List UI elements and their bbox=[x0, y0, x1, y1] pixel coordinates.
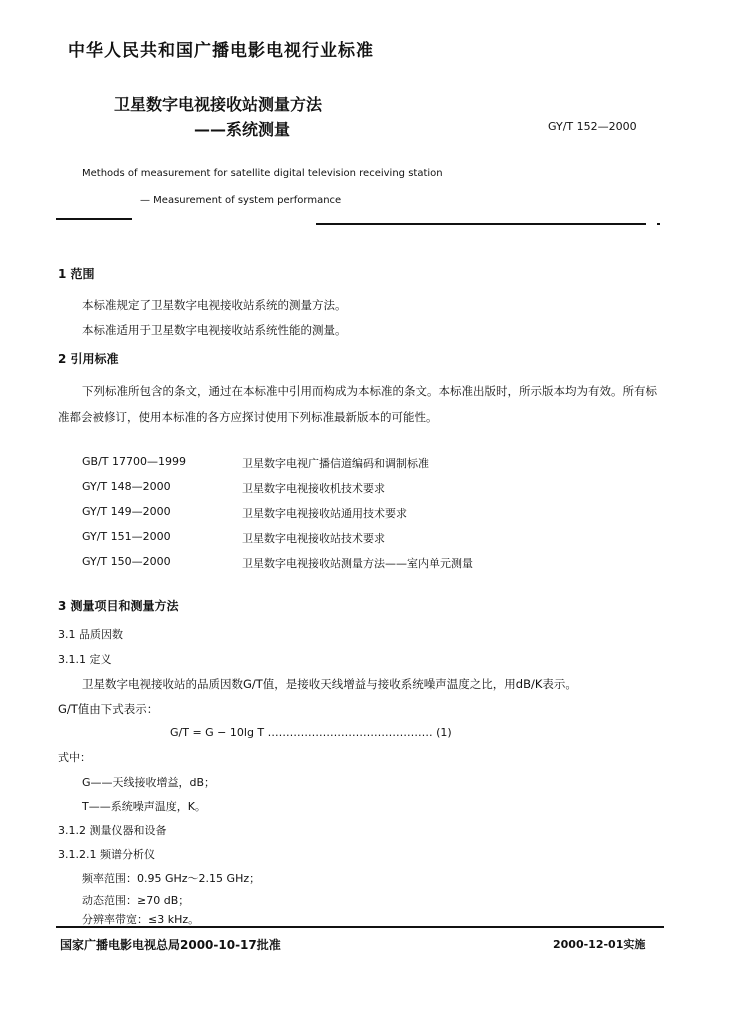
section-1-heading: 1 范围 bbox=[58, 267, 95, 281]
reference-title: 卫星数字电视广播信道编码和调制标准 bbox=[242, 457, 429, 470]
section-3-1-2-heading: 3.1.2 测量仪器和设备 bbox=[58, 824, 167, 837]
reference-title: 卫星数字电视接收站测量方法——室内单元测量 bbox=[242, 557, 473, 570]
footer-divider bbox=[56, 926, 664, 928]
english-title-line1: Methods of measurement for satellite digital television receiving station bbox=[82, 168, 443, 179]
reference-title: 卫星数字电视接收机技术要求 bbox=[242, 482, 385, 495]
reference-code: GY/T 151—2000 bbox=[82, 530, 171, 543]
section-3-1-heading: 3.1 品质因数 bbox=[58, 628, 123, 641]
reference-code: GY/T 149—2000 bbox=[82, 505, 171, 518]
where-label: 式中： bbox=[58, 751, 91, 764]
reference-code: GB/T 17700—1999 bbox=[82, 455, 186, 468]
reference-code: GY/T 148—2000 bbox=[82, 480, 171, 493]
section-3-1-1-heading: 3.1.1 定义 bbox=[58, 653, 112, 666]
document-title-line1: 卫星数字电视接收站测量方法 bbox=[114, 95, 323, 114]
section-1-paragraph-2: 本标准适用于卫星数字电视接收站系统性能的测量。 bbox=[82, 323, 347, 337]
implementation-date: 2000-12-01实施 bbox=[553, 938, 646, 951]
header-divider-long bbox=[316, 223, 646, 225]
section-3-1-1-formula-intro: G/T值由下式表示： bbox=[58, 702, 159, 716]
section-2-paragraph: 下列标准所包含的条文，通过在本标准中引用而构成为本标准的条文。本标准出版时，所示版本均为有效。所有标准都会被修订，使用本标准的各方应探讨使用下列标准最新版本的可能性。 bbox=[58, 384, 657, 424]
section-2-heading: 2 引用标准 bbox=[58, 352, 119, 366]
spec-frequency-range: 频率范围：0.95 GHz～2.15 GHz； bbox=[82, 872, 261, 885]
spec-resolution-bandwidth: 分辨率带宽：≤3 kHz。 bbox=[82, 913, 200, 926]
definition-g: G——天线接收增益，dB； bbox=[82, 776, 216, 789]
reference-code: GY/T 150—2000 bbox=[82, 555, 171, 568]
approval-note: 国家广播电影电视总局2000-10-17批准 bbox=[60, 938, 281, 952]
spec-dynamic-range: 动态范围：≥70 dB； bbox=[82, 894, 190, 907]
header-divider-short bbox=[56, 218, 132, 220]
definition-t: T——系统噪声温度，K。 bbox=[82, 800, 206, 813]
document-title-line2: ——系统测量 bbox=[194, 120, 291, 139]
english-title-line2: — Measurement of system performance bbox=[140, 195, 342, 206]
header-divider-dot bbox=[657, 223, 660, 225]
standard-number: GY/T 152—2000 bbox=[548, 120, 637, 133]
reference-title: 卫星数字电视接收站通用技术要求 bbox=[242, 507, 407, 520]
section-3-1-1-paragraph: 卫星数字电视接收站的品质因数G/T值，是接收天线增益与接收系统噪声温度之比，用dB/K表示。 bbox=[82, 677, 577, 691]
section-3-1-2-1-heading: 3.1.2.1 频谱分析仪 bbox=[58, 848, 155, 861]
section-3-heading: 3 测量项目和测量方法 bbox=[58, 599, 179, 613]
formula-1: G/T = G − 10lg T ……………………………………… (1) bbox=[170, 726, 452, 739]
standard-header: 中华人民共和国广播电影电视行业标准 bbox=[68, 41, 374, 61]
reference-title: 卫星数字电视接收站技术要求 bbox=[242, 532, 385, 545]
section-1-paragraph-1: 本标准规定了卫星数字电视接收站系统的测量方法。 bbox=[82, 298, 347, 312]
